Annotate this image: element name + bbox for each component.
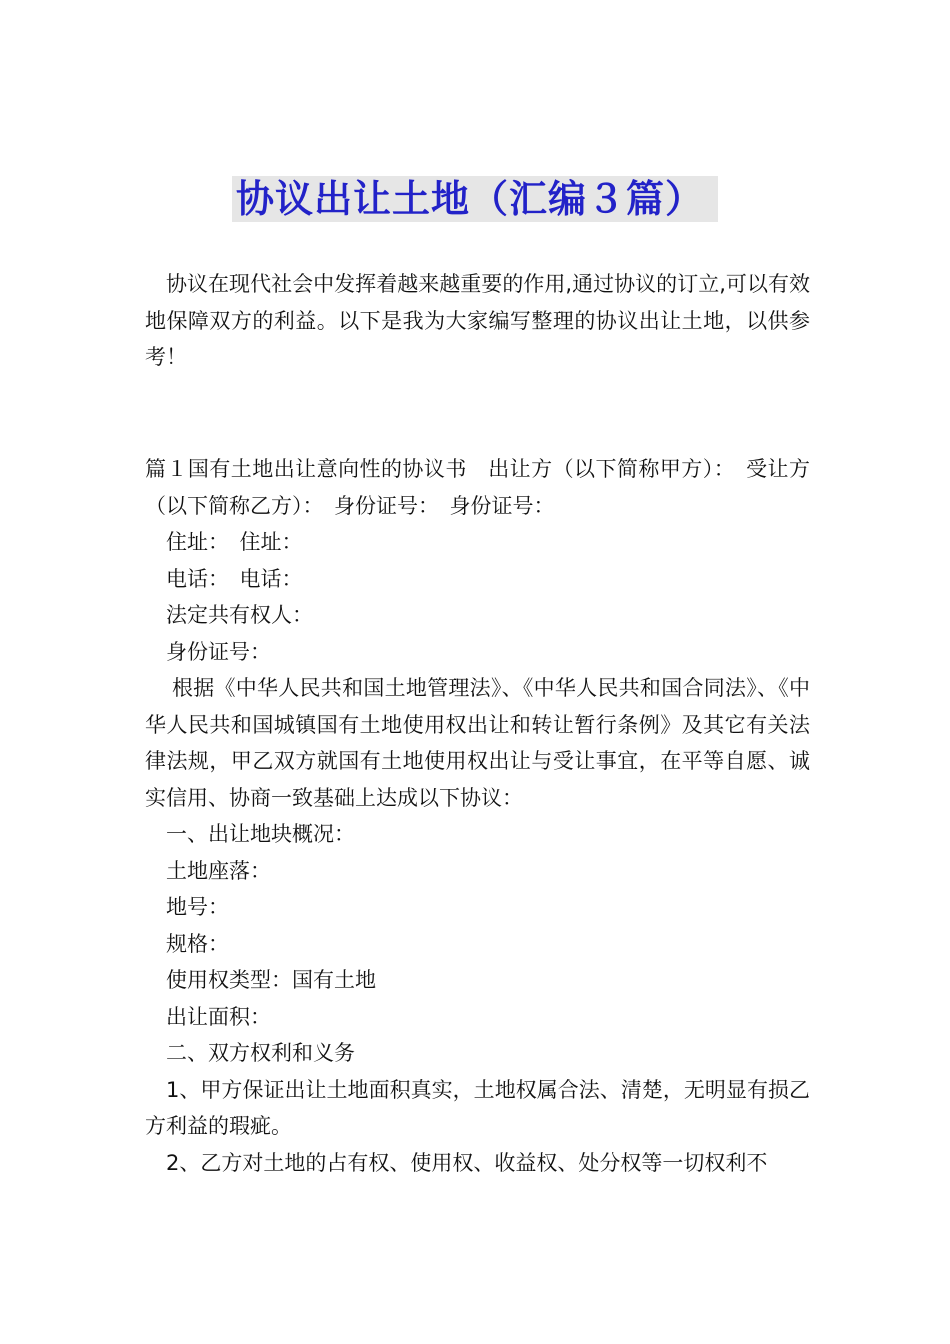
legal-basis-paragraph: 根据《中华人民共和国土地管理法》、《中华人民共和国合同法》、《中华人民共和国城镇国有土地使用权出让和转让暂行条例》及其它有关法律法规，甲乙双方就国有土地使用权出让与受让事宜，在平等自愿、诚实信用、协商一致基础上达成以下协议： bbox=[145, 676, 810, 810]
clause-heading-2: 二、双方权利和义务 bbox=[166, 1041, 355, 1065]
section-heading-paragraph: 篇１国有土地出让意向性的协议书 出让方（以下简称甲方）： 受让方（以下简称乙方）： 身份证号： 身份证号： bbox=[145, 457, 810, 518]
intro-section bbox=[145, 266, 810, 376]
address-line: 住址： 住址： bbox=[166, 530, 303, 554]
transfer-area-line: 出让面积： bbox=[166, 1004, 271, 1029]
body-section bbox=[145, 451, 810, 1181]
land-location-line: 土地座落： bbox=[166, 858, 271, 883]
clause-item-2: 2、乙方对土地的占有权、使用权、收益权、处分权等一切权利不 bbox=[166, 1150, 768, 1175]
intro-paragraph: 协议在现代社会中发挥着越来越重要的作用,通过协议的订立,可以有效地保障双方的利益。以下是我为大家编写整理的协议出让土地，以供参考！ bbox=[145, 272, 810, 369]
use-right-type-line: 使用权类型：国有土地 bbox=[166, 968, 376, 992]
co-owner-line: 法定共有权人： bbox=[166, 603, 313, 627]
title-container bbox=[0, 176, 950, 222]
id-number-line: 身份证号： bbox=[166, 639, 271, 664]
clause-item-1: 1、甲方保证出让土地面积真实，土地权属合法、清楚，无明显有损乙方利益的瑕疵。 bbox=[145, 1077, 810, 1138]
document-title: 协议出让土地（汇编３篇） bbox=[232, 176, 718, 222]
lot-number-line: 地号： bbox=[166, 895, 229, 919]
specification-line: 规格： bbox=[166, 931, 229, 956]
phone-line: 电话： 电话： bbox=[166, 566, 303, 591]
clause-heading-1: 一、出让地块概况： bbox=[166, 822, 355, 846]
